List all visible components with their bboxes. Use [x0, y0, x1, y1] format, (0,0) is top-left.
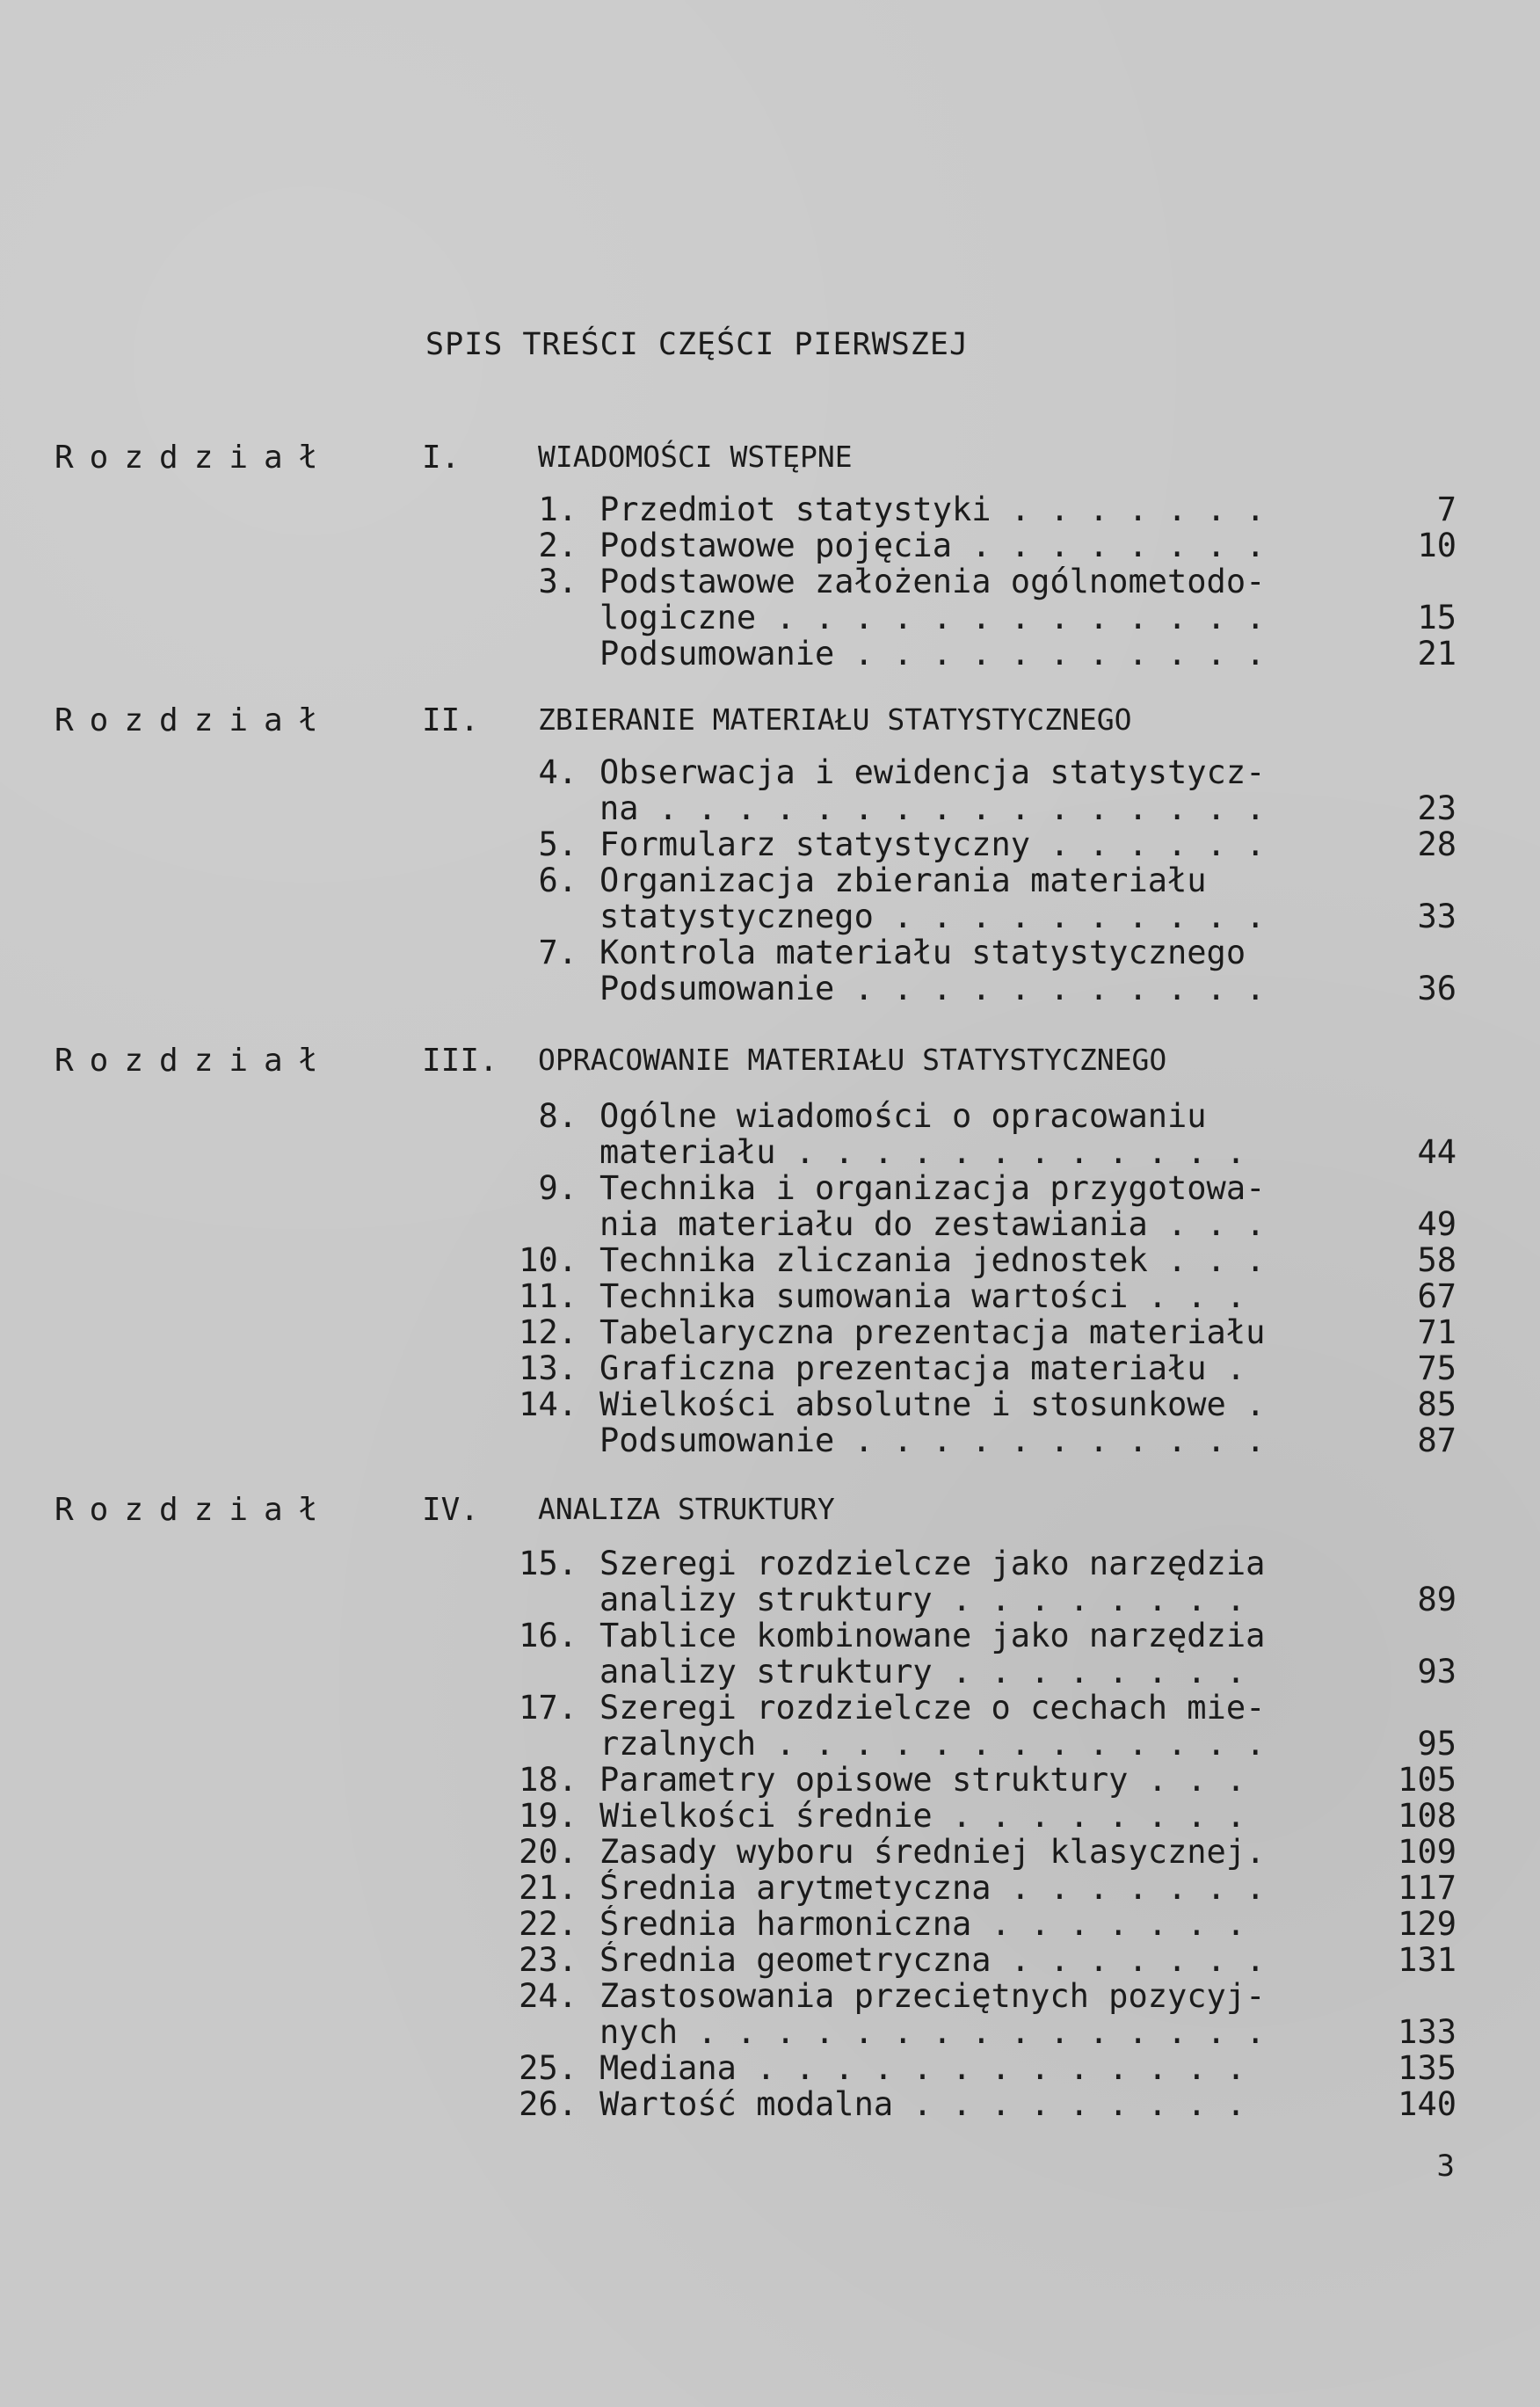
toc-entry [0, 1349, 1540, 1386]
entry-number: 9. [538, 1169, 578, 1207]
toc-entry [0, 934, 1540, 971]
entry-number: 21. [519, 1869, 578, 1907]
entry-text: Podstawowe pojęcia . . . . . . . . [599, 527, 1266, 564]
entry-number: 5. [538, 825, 578, 863]
page-title: SPIS TREŚCI CZĘŚCI PIERWSZEJ [425, 327, 970, 362]
entry-text: statystycznego . . . . . . . . . . [599, 898, 1266, 935]
entry-number: 8. [538, 1097, 578, 1135]
entry-number: 3. [538, 563, 578, 600]
entry-number: 20. [519, 1833, 578, 1871]
entry-text: Zasady wyboru średniej klasycznej. [599, 1833, 1266, 1871]
toc-entry [0, 1097, 1540, 1134]
entry-page-number: 58 [1417, 1241, 1456, 1279]
toc-entry [0, 1689, 1540, 1726]
toc-entry [0, 599, 1540, 636]
entry-page-number: 129 [1398, 1905, 1456, 1943]
toc-entry [0, 527, 1540, 564]
entry-page-number: 33 [1417, 898, 1456, 935]
entry-text: Podsumowanie . . . . . . . . . . . [599, 635, 1266, 673]
entry-text: logiczne . . . . . . . . . . . . . [599, 599, 1266, 636]
entry-number: 25. [519, 2049, 578, 2087]
chapter-label: Rozdział [54, 1492, 334, 1528]
toc-entry [0, 1905, 1540, 1942]
chapter-label: Rozdział [54, 1043, 334, 1079]
chapter-number: IV. [422, 1492, 480, 1528]
entry-page-number: 105 [1398, 1761, 1456, 1799]
entry-page-number: 44 [1417, 1133, 1456, 1171]
toc-entry [0, 1941, 1540, 1978]
chapter-label: Rozdział [54, 702, 334, 738]
entry-text: Organizacja zbierania materiału [599, 862, 1207, 899]
entry-page-number: 109 [1398, 1833, 1456, 1871]
entry-text: Średnia geometryczna . . . . . . . [599, 1941, 1266, 1979]
entry-number: 18. [519, 1761, 578, 1799]
toc-entry [0, 898, 1540, 934]
chapter-number: I. [422, 440, 461, 476]
toc-entry [0, 1653, 1540, 1690]
entry-number: 23. [519, 1941, 578, 1979]
toc-entry [0, 2049, 1540, 2086]
toc-entry [0, 1133, 1540, 1170]
entry-number: 13. [519, 1349, 578, 1387]
entry-text: Szeregi rozdzielcze jako narzędzia [599, 1545, 1266, 1582]
entry-number: 16. [519, 1617, 578, 1654]
toc-entry [0, 1725, 1540, 1762]
toc-entry [0, 825, 1540, 862]
chapter-title: ZBIERANIE MATERIAŁU STATYSTYCZNEGO [538, 702, 1132, 737]
entry-text: Wielkości średnie . . . . . . . . [599, 1797, 1246, 1835]
toc-entry [0, 2013, 1540, 2050]
entry-number: 10. [519, 1241, 578, 1279]
entry-number: 14. [519, 1385, 578, 1423]
entry-text: Graficzna prezentacja materiału . [599, 1349, 1246, 1387]
entry-page-number: 75 [1417, 1349, 1456, 1387]
entry-text: Tablice kombinowane jako narzędzia [599, 1617, 1266, 1654]
toc-entry [0, 635, 1540, 672]
entry-page-number: 135 [1398, 2049, 1456, 2087]
entry-number: 4. [538, 753, 578, 791]
entry-text: rzalnych . . . . . . . . . . . . . [599, 1725, 1266, 1763]
entry-text: Formularz statystyczny . . . . . . [599, 825, 1266, 863]
entry-page-number: 28 [1417, 825, 1456, 863]
entry-text: Przedmiot statystyki . . . . . . . [599, 491, 1266, 528]
entry-text: na . . . . . . . . . . . . . . . . [599, 789, 1266, 827]
entry-number: 19. [519, 1797, 578, 1835]
entry-number: 15. [519, 1545, 578, 1582]
entry-text: Podstawowe założenia ogólnometodo- [599, 563, 1266, 600]
toc-entry [0, 1581, 1540, 1618]
toc-entry [0, 1761, 1540, 1798]
entry-page-number: 10 [1417, 527, 1456, 564]
entry-text: Parametry opisowe struktury . . . [599, 1761, 1246, 1799]
entry-text: nych . . . . . . . . . . . . . . . [599, 2013, 1266, 2051]
toc-entry [0, 491, 1540, 527]
toc-entry [0, 1797, 1540, 1834]
toc-entry [0, 2085, 1540, 2122]
entry-text: Średnia harmoniczna . . . . . . . [599, 1905, 1246, 1943]
entry-page-number: 108 [1398, 1797, 1456, 1835]
entry-text: Obserwacja i ewidencja statystycz- [599, 753, 1266, 791]
toc-entry [0, 1277, 1540, 1314]
entry-text: Podsumowanie . . . . . . . . . . . [599, 970, 1266, 1007]
chapter-title: WIADOMOŚCI WSTĘPNE [538, 440, 853, 474]
entry-text: Technika zliczania jednostek . . . [599, 1241, 1266, 1279]
entry-page-number: 85 [1417, 1385, 1456, 1423]
entry-number: 26. [519, 2085, 578, 2123]
toc-entry [0, 1385, 1540, 1422]
entry-page-number: 140 [1398, 2085, 1456, 2123]
toc-entry [0, 1869, 1540, 1906]
entry-text: Technika sumowania wartości . . . [599, 1277, 1246, 1315]
entry-number: 2. [538, 527, 578, 564]
entry-text: Szeregi rozdzielcze o cechach mie- [599, 1689, 1266, 1727]
entry-page-number: 21 [1417, 635, 1456, 673]
entry-page-number: 7 [1436, 491, 1456, 528]
entry-text: nia materiału do zestawiania . . . [599, 1205, 1266, 1243]
entry-page-number: 67 [1417, 1277, 1456, 1315]
toc-entry [0, 862, 1540, 898]
entry-page-number: 89 [1417, 1581, 1456, 1618]
entry-page-number: 49 [1417, 1205, 1456, 1243]
entry-page-number: 15 [1417, 599, 1456, 636]
toc-entry [0, 1545, 1540, 1582]
toc-entry [0, 1205, 1540, 1242]
entry-page-number: 71 [1417, 1313, 1456, 1351]
entry-text: Wartość modalna . . . . . . . . . [599, 2085, 1246, 2123]
entry-text: analizy struktury . . . . . . . . [599, 1581, 1246, 1618]
toc-entry [0, 1833, 1540, 1870]
entry-text: Ogólne wiadomości o opracowaniu [599, 1097, 1207, 1135]
chapter-title: ANALIZA STRUKTURY [538, 1492, 835, 1526]
entry-text: Kontrola materiału statystycznego [599, 934, 1246, 971]
entry-text: materiału . . . . . . . . . . . . [599, 1133, 1246, 1171]
entry-text: Średnia arytmetyczna . . . . . . . [599, 1869, 1266, 1907]
toc-entry [0, 1241, 1540, 1278]
entry-text: Technika i organizacja przygotowa- [599, 1169, 1266, 1207]
entry-text: analizy struktury . . . . . . . . [599, 1653, 1246, 1691]
entry-page-number: 93 [1417, 1653, 1456, 1691]
entry-text: Zastosowania przeciętnych pozycyj- [599, 1977, 1266, 2015]
entry-page-number: 87 [1417, 1422, 1456, 1459]
toc-entry [0, 970, 1540, 1007]
entry-text: Podsumowanie . . . . . . . . . . . [599, 1422, 1266, 1459]
chapter-number: III. [422, 1043, 498, 1079]
chapter-label: Rozdział [54, 440, 334, 476]
entry-page-number: 36 [1417, 970, 1456, 1007]
toc-entry [0, 1313, 1540, 1350]
entry-page-number: 117 [1398, 1869, 1456, 1907]
toc-entry [0, 1422, 1540, 1458]
entry-page-number: 95 [1417, 1725, 1456, 1763]
entry-number: 6. [538, 862, 578, 899]
entry-text: Tabelaryczna prezentacja materiału [599, 1313, 1266, 1351]
toc-entry [0, 1169, 1540, 1206]
entry-number: 7. [538, 934, 578, 971]
entry-page-number: 133 [1398, 2013, 1456, 2051]
toc-entry [0, 1617, 1540, 1654]
toc-entry [0, 789, 1540, 826]
entry-number: 11. [519, 1277, 578, 1315]
chapter-title: OPRACOWANIE MATERIAŁU STATYSTYCZNEGO [538, 1043, 1167, 1077]
entry-text: Wielkości absolutne i stosunkowe . [599, 1385, 1266, 1423]
entry-number: 22. [519, 1905, 578, 1943]
entry-text: Mediana . . . . . . . . . . . . . [599, 2049, 1246, 2087]
entry-number: 24. [519, 1977, 578, 2015]
entry-number: 1. [538, 491, 578, 528]
entry-number: 17. [519, 1689, 578, 1727]
entry-page-number: 131 [1398, 1941, 1456, 1979]
entry-page-number: 23 [1417, 789, 1456, 827]
chapter-number: II. [422, 702, 480, 738]
page-number: 3 [1436, 2149, 1455, 2184]
entry-number: 12. [519, 1313, 578, 1351]
toc-entry [0, 753, 1540, 790]
toc-entry [0, 563, 1540, 600]
toc-entry [0, 1977, 1540, 2014]
